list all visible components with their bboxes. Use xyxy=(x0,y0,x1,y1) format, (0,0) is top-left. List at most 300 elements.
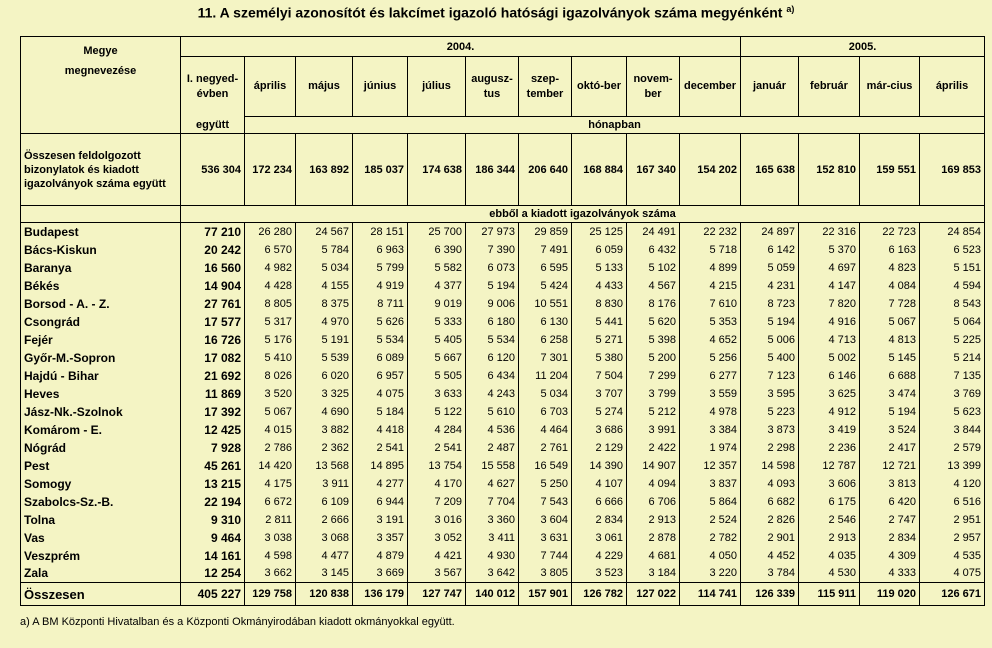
value-cell: 127 022 xyxy=(627,583,680,606)
value-cell: 3 911 xyxy=(296,475,353,493)
value-cell: 24 567 xyxy=(296,223,353,241)
value-cell: 2 901 xyxy=(741,529,799,547)
summary-cell: 163 892 xyxy=(296,134,353,206)
value-cell: 5 067 xyxy=(245,403,296,421)
summary-cell: 186 344 xyxy=(466,134,519,206)
value-cell: 6 130 xyxy=(519,313,572,331)
value-cell: 8 176 xyxy=(627,295,680,313)
value-cell: 2 546 xyxy=(799,511,860,529)
value-cell: 8 711 xyxy=(353,295,408,313)
value-cell: 3 707 xyxy=(572,385,627,403)
value-cell: 7 123 xyxy=(741,367,799,385)
q1-cell: 7 928 xyxy=(181,439,245,457)
q1-cell: 13 215 xyxy=(181,475,245,493)
value-cell: 6 672 xyxy=(245,493,296,511)
value-cell: 6 390 xyxy=(408,241,466,259)
value-cell: 3 813 xyxy=(860,475,920,493)
value-cell: 12 357 xyxy=(680,457,741,475)
month-header: június xyxy=(353,57,408,117)
value-cell: 5 400 xyxy=(741,349,799,367)
county-name: Békés xyxy=(21,277,181,295)
value-cell: 4 433 xyxy=(572,277,627,295)
value-cell: 15 558 xyxy=(466,457,519,475)
value-cell: 7 301 xyxy=(519,349,572,367)
value-cell: 7 299 xyxy=(627,367,680,385)
table-row xyxy=(21,439,985,457)
value-cell: 3 991 xyxy=(627,421,680,439)
value-cell: 3 559 xyxy=(680,385,741,403)
value-cell: 127 747 xyxy=(408,583,466,606)
value-cell: 6 963 xyxy=(353,241,408,259)
value-cell: 7 504 xyxy=(572,367,627,385)
value-cell: 4 598 xyxy=(245,547,296,565)
q1-cell: 77 210 xyxy=(181,223,245,241)
value-cell: 8 723 xyxy=(741,295,799,313)
value-cell: 6 570 xyxy=(245,241,296,259)
value-cell: 3 669 xyxy=(353,565,408,583)
value-cell: 4 215 xyxy=(680,277,741,295)
county-name: Összesen xyxy=(21,583,181,606)
value-cell: 7 209 xyxy=(408,493,466,511)
value-cell: 4 175 xyxy=(245,475,296,493)
month-header: augusz-tus xyxy=(466,57,519,117)
value-cell: 8 805 xyxy=(245,295,296,313)
value-cell: 3 844 xyxy=(920,421,985,439)
value-cell: 6 595 xyxy=(519,259,572,277)
q1-cell: 27 761 xyxy=(181,295,245,313)
value-cell: 14 907 xyxy=(627,457,680,475)
value-cell: 22 723 xyxy=(860,223,920,241)
county-name: Pest xyxy=(21,457,181,475)
county-name: Somogy xyxy=(21,475,181,493)
value-cell: 22 232 xyxy=(680,223,741,241)
value-cell: 6 516 xyxy=(920,493,985,511)
value-cell: 5 145 xyxy=(860,349,920,367)
value-cell: 5 250 xyxy=(519,475,572,493)
q1-cell: 9 464 xyxy=(181,529,245,547)
value-cell: 4 155 xyxy=(296,277,353,295)
value-cell: 4 093 xyxy=(741,475,799,493)
value-cell: 5 534 xyxy=(466,331,519,349)
value-cell: 5 002 xyxy=(799,349,860,367)
value-cell: 5 067 xyxy=(860,313,920,331)
value-cell: 5 410 xyxy=(245,349,296,367)
value-cell: 6 175 xyxy=(799,493,860,511)
q1-cell: 12 425 xyxy=(181,421,245,439)
table-row xyxy=(21,241,985,259)
value-cell: 14 420 xyxy=(245,457,296,475)
value-cell: 3 633 xyxy=(408,385,466,403)
value-cell: 4 930 xyxy=(466,547,519,565)
value-cell: 3 873 xyxy=(741,421,799,439)
q1-cell: 20 242 xyxy=(181,241,245,259)
month-header: február xyxy=(799,57,860,117)
table-row xyxy=(21,313,985,331)
value-cell: 136 179 xyxy=(353,583,408,606)
value-cell: 3 837 xyxy=(680,475,741,493)
value-cell: 4 899 xyxy=(680,259,741,277)
value-cell: 3 052 xyxy=(408,529,466,547)
value-cell: 2 951 xyxy=(920,511,985,529)
value-cell: 3 038 xyxy=(245,529,296,547)
table-row xyxy=(21,385,985,403)
value-cell: 8 543 xyxy=(920,295,985,313)
q1-cell: 16 726 xyxy=(181,331,245,349)
value-cell: 3 016 xyxy=(408,511,466,529)
value-cell: 3 360 xyxy=(466,511,519,529)
county-name: Veszprém xyxy=(21,547,181,565)
q1-cell: 17 082 xyxy=(181,349,245,367)
value-cell: 2 487 xyxy=(466,439,519,457)
value-cell: 5 534 xyxy=(353,331,408,349)
value-cell: 5 223 xyxy=(741,403,799,421)
table-row xyxy=(21,331,985,349)
value-cell: 6 957 xyxy=(353,367,408,385)
summary-cell: 185 037 xyxy=(353,134,408,206)
value-cell: 5 620 xyxy=(627,313,680,331)
county-name: Fejér xyxy=(21,331,181,349)
county-name: Vas xyxy=(21,529,181,547)
value-cell: 4 277 xyxy=(353,475,408,493)
q1-cell: 405 227 xyxy=(181,583,245,606)
value-cell: 3 220 xyxy=(680,565,741,583)
value-cell: 3 606 xyxy=(799,475,860,493)
month-header: április xyxy=(245,57,296,117)
value-cell: 2 782 xyxy=(680,529,741,547)
table-row xyxy=(21,367,985,385)
value-cell: 6 277 xyxy=(680,367,741,385)
value-cell: 4 823 xyxy=(860,259,920,277)
value-cell: 22 316 xyxy=(799,223,860,241)
value-cell: 126 671 xyxy=(920,583,985,606)
value-cell: 7 820 xyxy=(799,295,860,313)
county-header: Megye megnevezése xyxy=(21,37,181,134)
value-cell: 3 411 xyxy=(466,529,519,547)
value-cell: 6 703 xyxy=(519,403,572,421)
table-row xyxy=(21,457,985,475)
value-cell: 5 626 xyxy=(353,313,408,331)
value-cell: 5 122 xyxy=(408,403,466,421)
value-cell: 5 539 xyxy=(296,349,353,367)
value-cell: 6 434 xyxy=(466,367,519,385)
value-cell: 6 523 xyxy=(920,241,985,259)
value-cell: 4 912 xyxy=(799,403,860,421)
value-cell: 5 225 xyxy=(920,331,985,349)
value-cell: 5 212 xyxy=(627,403,680,421)
value-cell: 24 854 xyxy=(920,223,985,241)
q1-cell: 21 692 xyxy=(181,367,245,385)
value-cell: 3 642 xyxy=(466,565,519,583)
value-cell: 2 878 xyxy=(627,529,680,547)
value-cell: 5 424 xyxy=(519,277,572,295)
value-cell: 4 075 xyxy=(353,385,408,403)
value-cell: 24 491 xyxy=(627,223,680,241)
value-cell: 2 747 xyxy=(860,511,920,529)
value-cell: 5 006 xyxy=(741,331,799,349)
q1-cell: 17 577 xyxy=(181,313,245,331)
county-name: Komárom - E. xyxy=(21,421,181,439)
value-cell: 2 362 xyxy=(296,439,353,457)
summary-q1: 536 304 xyxy=(181,134,245,206)
value-cell: 4 094 xyxy=(627,475,680,493)
value-cell: 5 784 xyxy=(296,241,353,259)
q1-cell: 22 194 xyxy=(181,493,245,511)
value-cell: 5 333 xyxy=(408,313,466,331)
data-table xyxy=(20,36,985,606)
county-name: Győr-M.-Sopron xyxy=(21,349,181,367)
value-cell: 4 464 xyxy=(519,421,572,439)
value-cell: 4 477 xyxy=(296,547,353,565)
value-cell: 1 974 xyxy=(680,439,741,457)
value-cell: 6 944 xyxy=(353,493,408,511)
value-cell: 13 754 xyxy=(408,457,466,475)
value-cell: 6 073 xyxy=(466,259,519,277)
value-cell: 157 901 xyxy=(519,583,572,606)
value-cell: 4 170 xyxy=(408,475,466,493)
value-cell: 6 666 xyxy=(572,493,627,511)
value-cell: 3 357 xyxy=(353,529,408,547)
county-name: Hajdú - Bihar xyxy=(21,367,181,385)
value-cell: 5 271 xyxy=(572,331,627,349)
value-cell: 5 194 xyxy=(741,313,799,331)
footnote: a) A BM Központi Hivatalban és a Központi Okmányirodában kiadott okmányokkal együtt. xyxy=(20,616,455,628)
value-cell: 5 184 xyxy=(353,403,408,421)
table-row xyxy=(21,349,985,367)
table-row xyxy=(21,259,985,277)
value-cell: 4 231 xyxy=(741,277,799,295)
value-cell: 3 184 xyxy=(627,565,680,583)
value-cell: 126 339 xyxy=(741,583,799,606)
value-cell: 5 256 xyxy=(680,349,741,367)
value-cell: 5 102 xyxy=(627,259,680,277)
page-title: 11. A személyi azonosítót és lakcímet igazoló hatósági igazolványok száma megyénként $^{a)}$ xyxy=(197,4,795,21)
value-cell: 5 200 xyxy=(627,349,680,367)
month-header: július xyxy=(408,57,466,117)
value-cell: 12 787 xyxy=(799,457,860,475)
value-cell: 7 744 xyxy=(519,547,572,565)
month-header: novem-ber xyxy=(627,57,680,117)
q1-cell: 16 560 xyxy=(181,259,245,277)
q1-cell: 14 904 xyxy=(181,277,245,295)
value-cell: 4 879 xyxy=(353,547,408,565)
value-cell: 4 015 xyxy=(245,421,296,439)
value-cell: 4 333 xyxy=(860,565,920,583)
value-cell: 3 419 xyxy=(799,421,860,439)
value-cell: 4 035 xyxy=(799,547,860,565)
value-cell: 6 089 xyxy=(353,349,408,367)
value-cell: 29 859 xyxy=(519,223,572,241)
value-cell: 4 243 xyxy=(466,385,519,403)
q1-cell: 45 261 xyxy=(181,457,245,475)
table-row xyxy=(21,547,985,565)
value-cell: 16 549 xyxy=(519,457,572,475)
value-cell: 2 834 xyxy=(572,511,627,529)
value-cell: 5 718 xyxy=(680,241,741,259)
value-cell: 5 191 xyxy=(296,331,353,349)
summary-cell: 154 202 xyxy=(680,134,741,206)
value-cell: 2 786 xyxy=(245,439,296,457)
value-cell: 6 258 xyxy=(519,331,572,349)
ebbol-header: ebből a kiadott igazolványok száma xyxy=(181,206,985,223)
summary-cell: 168 884 xyxy=(572,134,627,206)
value-cell: 2 129 xyxy=(572,439,627,457)
value-cell: 3 631 xyxy=(519,529,572,547)
value-cell: 5 034 xyxy=(296,259,353,277)
county-name: Heves xyxy=(21,385,181,403)
value-cell: 4 919 xyxy=(353,277,408,295)
value-cell: 6 109 xyxy=(296,493,353,511)
value-cell: 7 390 xyxy=(466,241,519,259)
month-header: már-cius xyxy=(860,57,920,117)
value-cell: 3 524 xyxy=(860,421,920,439)
value-cell: 10 551 xyxy=(519,295,572,313)
summary-cell: 159 551 xyxy=(860,134,920,206)
value-cell: 2 541 xyxy=(353,439,408,457)
value-cell: 6 432 xyxy=(627,241,680,259)
value-cell: 119 020 xyxy=(860,583,920,606)
value-cell: 8 026 xyxy=(245,367,296,385)
value-cell: 140 012 xyxy=(466,583,519,606)
value-cell: 3 799 xyxy=(627,385,680,403)
value-cell: 2 913 xyxy=(799,529,860,547)
q1-egyutt: együtt xyxy=(181,117,245,134)
value-cell: 9 006 xyxy=(466,295,519,313)
value-cell: 6 142 xyxy=(741,241,799,259)
value-cell: 8 375 xyxy=(296,295,353,313)
value-cell: 6 420 xyxy=(860,493,920,511)
value-cell: 4 978 xyxy=(680,403,741,421)
value-cell: 5 623 xyxy=(920,403,985,421)
value-cell: 5 274 xyxy=(572,403,627,421)
table-row xyxy=(21,295,985,313)
county-name: Szabolcs-Sz.-B. xyxy=(21,493,181,511)
value-cell: 11 204 xyxy=(519,367,572,385)
value-cell: 3 523 xyxy=(572,565,627,583)
table-row xyxy=(21,565,985,583)
summary-cell: 174 638 xyxy=(408,134,466,206)
value-cell: 6 706 xyxy=(627,493,680,511)
value-cell: 2 236 xyxy=(799,439,860,457)
value-cell: 4 107 xyxy=(572,475,627,493)
value-cell: 27 973 xyxy=(466,223,519,241)
summary-label: Összesen feldolgozott bizonylatok és kiadott igazolványok száma együtt xyxy=(21,134,181,206)
value-cell: 7 610 xyxy=(680,295,741,313)
value-cell: 5 194 xyxy=(860,403,920,421)
value-cell: 4 690 xyxy=(296,403,353,421)
value-cell: 6 163 xyxy=(860,241,920,259)
table-row xyxy=(21,493,985,511)
summary-cell: 169 853 xyxy=(920,134,985,206)
value-cell: 2 524 xyxy=(680,511,741,529)
value-cell: 2 761 xyxy=(519,439,572,457)
table-row xyxy=(21,529,985,547)
county-name: Jász-Nk.-Szolnok xyxy=(21,403,181,421)
value-cell: 5 059 xyxy=(741,259,799,277)
value-cell: 12 721 xyxy=(860,457,920,475)
value-cell: 5 441 xyxy=(572,313,627,331)
value-cell: 2 811 xyxy=(245,511,296,529)
value-cell: 3 769 xyxy=(920,385,985,403)
value-cell: 8 830 xyxy=(572,295,627,313)
value-cell: 3 882 xyxy=(296,421,353,439)
value-cell: 5 194 xyxy=(466,277,519,295)
value-cell: 4 284 xyxy=(408,421,466,439)
value-cell: 4 428 xyxy=(245,277,296,295)
q1-cell: 14 161 xyxy=(181,547,245,565)
value-cell: 5 667 xyxy=(408,349,466,367)
value-cell: 5 864 xyxy=(680,493,741,511)
value-cell: 7 728 xyxy=(860,295,920,313)
value-cell: 3 595 xyxy=(741,385,799,403)
value-cell: 6 682 xyxy=(741,493,799,511)
value-cell: 2 422 xyxy=(627,439,680,457)
value-cell: 4 567 xyxy=(627,277,680,295)
month-header: szep-tember xyxy=(519,57,572,117)
value-cell: 5 380 xyxy=(572,349,627,367)
value-cell: 4 916 xyxy=(799,313,860,331)
value-cell: 4 418 xyxy=(353,421,408,439)
value-cell: 4 229 xyxy=(572,547,627,565)
value-cell: 5 370 xyxy=(799,241,860,259)
value-cell: 4 536 xyxy=(466,421,519,439)
value-cell: 4 594 xyxy=(920,277,985,295)
value-cell: 129 758 xyxy=(245,583,296,606)
value-cell: 6 180 xyxy=(466,313,519,331)
value-cell: 28 151 xyxy=(353,223,408,241)
county-name: Tolna xyxy=(21,511,181,529)
value-cell: 4 120 xyxy=(920,475,985,493)
value-cell: 13 568 xyxy=(296,457,353,475)
value-cell: 4 530 xyxy=(799,565,860,583)
value-cell: 5 034 xyxy=(519,385,572,403)
value-cell: 126 782 xyxy=(572,583,627,606)
value-cell: 3 384 xyxy=(680,421,741,439)
value-cell: 14 598 xyxy=(741,457,799,475)
value-cell: 7 491 xyxy=(519,241,572,259)
total-row xyxy=(21,583,985,606)
value-cell: 3 145 xyxy=(296,565,353,583)
table-row xyxy=(21,277,985,295)
value-cell: 4 084 xyxy=(860,277,920,295)
county-name: Budapest xyxy=(21,223,181,241)
value-cell: 3 520 xyxy=(245,385,296,403)
value-cell: 3 604 xyxy=(519,511,572,529)
value-cell: 3 567 xyxy=(408,565,466,583)
month-header: december xyxy=(680,57,741,117)
county-name: Csongrád xyxy=(21,313,181,331)
value-cell: 14 895 xyxy=(353,457,408,475)
value-cell: 120 838 xyxy=(296,583,353,606)
title-footnote-mark: a) xyxy=(786,4,795,14)
value-cell: 5 353 xyxy=(680,313,741,331)
q1-cell: 11 869 xyxy=(181,385,245,403)
value-cell: 4 970 xyxy=(296,313,353,331)
value-cell: 3 325 xyxy=(296,385,353,403)
value-cell: 2 666 xyxy=(296,511,353,529)
value-cell: 3 625 xyxy=(799,385,860,403)
value-cell: 3 686 xyxy=(572,421,627,439)
q1-cell: 17 392 xyxy=(181,403,245,421)
table-row xyxy=(21,421,985,439)
month-header: május xyxy=(296,57,353,117)
value-cell: 7 543 xyxy=(519,493,572,511)
month-header: január xyxy=(741,57,799,117)
value-cell: 5 176 xyxy=(245,331,296,349)
value-cell: 5 151 xyxy=(920,259,985,277)
county-name: Bács-Kiskun xyxy=(21,241,181,259)
value-cell: 3 474 xyxy=(860,385,920,403)
value-cell: 26 280 xyxy=(245,223,296,241)
